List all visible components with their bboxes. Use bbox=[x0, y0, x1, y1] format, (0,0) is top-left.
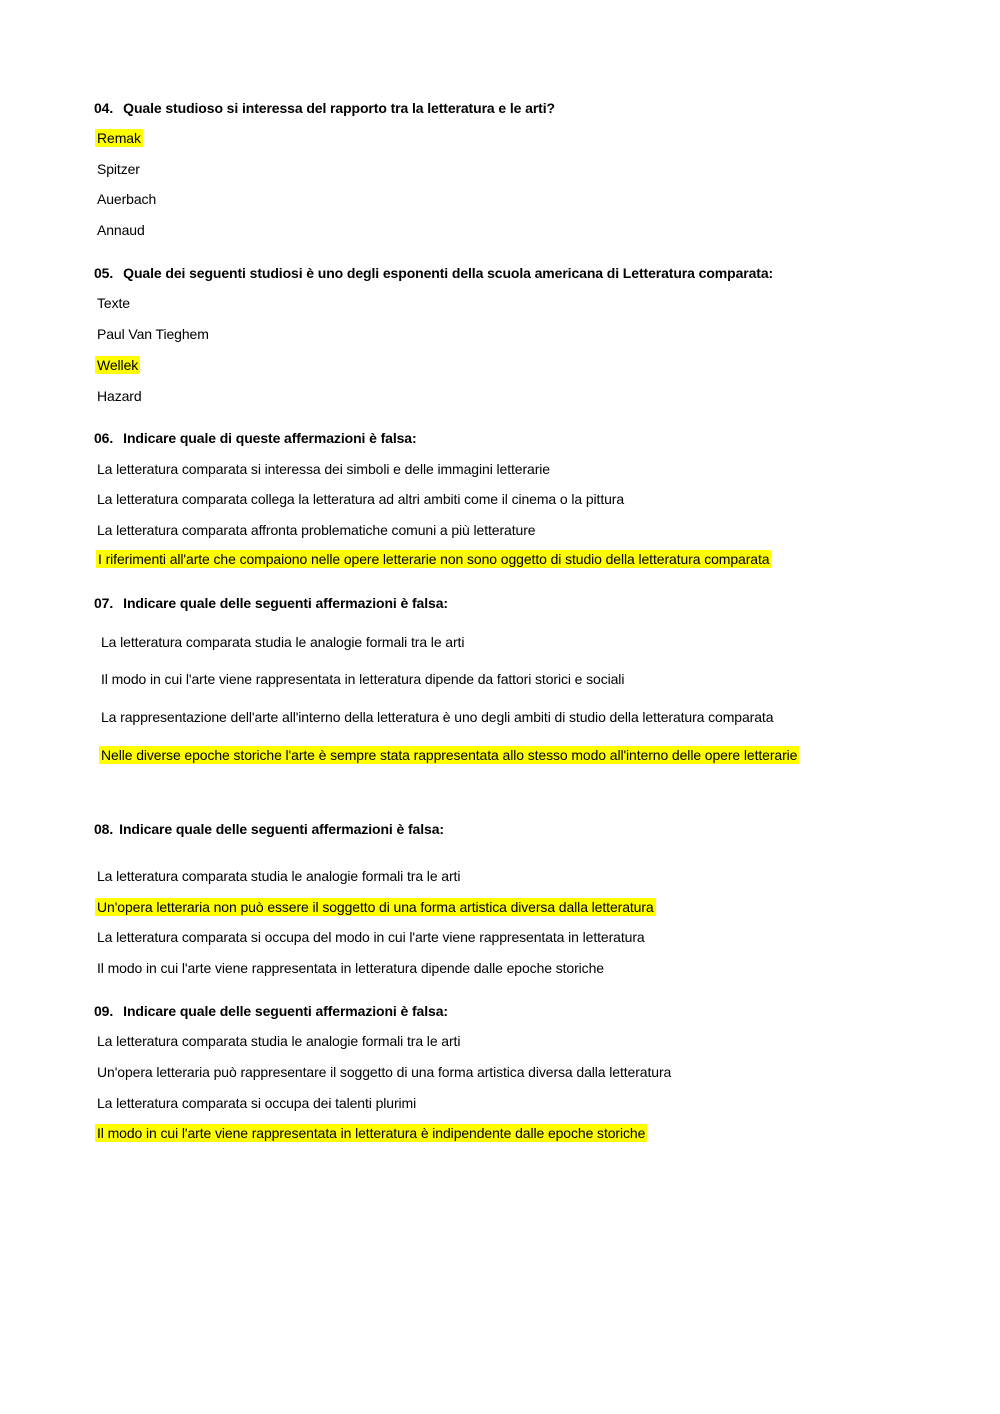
question-text: Indicare quale delle seguenti affermazioni è falsa: bbox=[123, 595, 448, 611]
question-title bbox=[94, 1003, 448, 1019]
question-text: Indicare quale di queste affermazioni è falsa: bbox=[123, 430, 417, 446]
option: La letteratura comparata studia le analogie formali tra le arti bbox=[97, 868, 461, 884]
question-text: Quale studioso si interessa del rapporto tra la letteratura e le arti? bbox=[123, 100, 555, 116]
option: La letteratura comparata si occupa del modo in cui l'arte viene rappresentata in letteratura bbox=[97, 929, 645, 945]
page-header-mark bbox=[480, 0, 520, 3]
option: Paul Van Tieghem bbox=[97, 326, 209, 342]
option: Auerbach bbox=[97, 191, 157, 207]
option: Texte bbox=[97, 295, 130, 311]
question-title bbox=[94, 595, 448, 611]
question-number: 06. bbox=[94, 430, 114, 446]
question-text: Quale dei seguenti studiosi è uno degli esponenti della scuola americana di Letteratura comparata: bbox=[123, 265, 774, 281]
option-correct: Remak bbox=[97, 130, 141, 146]
option: Il modo in cui l'arte viene rappresentata in letteratura dipende dalle epoche storiche bbox=[97, 960, 604, 976]
option: Il modo in cui l'arte viene rappresentata in letteratura dipende da fattori storici e sociali bbox=[101, 671, 625, 687]
option: La letteratura comparata affronta problematiche comuni a più letterature bbox=[97, 522, 536, 538]
question-text: Indicare quale delle seguenti affermazioni è falsa: bbox=[119, 821, 444, 837]
option-correct: Il modo in cui l'arte viene rappresentata in letteratura è indipendente dalle epoche storiche bbox=[97, 1125, 646, 1141]
option: La rappresentazione dell'arte all'interno della letteratura è uno degli ambiti di studio della letteratura comparata bbox=[101, 709, 774, 725]
question-number: 05. bbox=[94, 265, 114, 281]
question-title bbox=[94, 430, 417, 446]
option: La letteratura comparata si interessa dei simboli e delle immagini letterarie bbox=[97, 461, 550, 477]
option-correct: Nelle diverse epoche storiche l'arte è sempre stata rappresentata allo stesso modo all'interno delle opere letterarie bbox=[101, 747, 798, 763]
question-title bbox=[94, 265, 773, 281]
option: Un'opera letteraria può rappresentare il soggetto di una forma artistica diversa dalla letteratura bbox=[97, 1064, 672, 1080]
option-correct: Un'opera letteraria non può essere il soggetto di una forma artistica diversa dalla letteratura bbox=[97, 899, 654, 915]
question-title bbox=[94, 100, 555, 116]
question-number: 09. bbox=[94, 1003, 114, 1019]
option: La letteratura comparata collega la letteratura ad altri ambiti come il cinema o la pittura bbox=[97, 491, 625, 507]
option: Annaud bbox=[97, 222, 145, 238]
question-number: 04. bbox=[94, 100, 114, 116]
option: Spitzer bbox=[97, 161, 140, 177]
question-title bbox=[94, 821, 444, 837]
option-correct: I riferimenti all'arte che compaiono nelle opere letterarie non sono oggetto di studio della letteratura comparata bbox=[98, 551, 770, 567]
option: La letteratura comparata si occupa dei talenti plurimi bbox=[97, 1095, 417, 1111]
option: La letteratura comparata studia le analogie formali tra le arti bbox=[97, 1033, 461, 1049]
question-number: 08. bbox=[94, 821, 114, 837]
option-correct: Wellek bbox=[97, 357, 139, 373]
option: La letteratura comparata studia le analogie formali tra le arti bbox=[101, 634, 465, 650]
question-text: Indicare quale delle seguenti affermazioni è falsa: bbox=[123, 1003, 448, 1019]
question-number: 07. bbox=[94, 595, 114, 611]
option: Hazard bbox=[97, 388, 142, 404]
